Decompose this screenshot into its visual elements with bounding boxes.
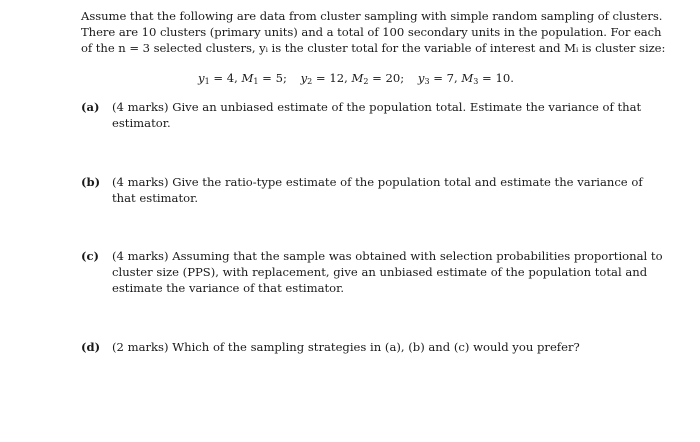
y3-value: 7 — [446, 71, 455, 85]
m2-value: 20 — [385, 71, 401, 85]
question-d-text — [112, 339, 642, 355]
data-equation: $y_1 = 4$, $M_1 = 5$; $y_2 = 12$, $M_2 = 20$; $y_3 = 7$, $M_3 = 10$. — [198, 71, 514, 86]
m3-value: 10 — [495, 71, 511, 85]
intro-line-3: of the n = 3 selected clusters, yᵢ is the cluster total for the variable of interest and Mᵢ is cluster size: — [81, 41, 666, 55]
question-a-tag: (a) — [81, 100, 100, 114]
y2-value: 12 — [329, 71, 345, 85]
question-c-tag: (c) — [81, 249, 100, 263]
intro-line-2: There are 10 clusters (primary units) and a total of 100 secondary units in the population. For each — [81, 25, 662, 39]
question-a-line-1: (4 marks) Give an unbiased estimate of the population total. Estimate the variance of that — [112, 100, 642, 114]
question-d-tag: (d) — [81, 340, 101, 354]
question-c-text — [112, 248, 663, 296]
m1-value: 5 — [275, 71, 283, 85]
question-c-line-3: estimate the variance of that estimator. — [112, 281, 345, 295]
question-a-line-2: estimator. — [112, 116, 171, 130]
question-d-line-1: (2 marks) Which of the sampling strategies in (a), (b) and (c) would you prefer? — [112, 340, 580, 354]
question-b-line-1: (4 marks) Give the ratio-type estimate of the population total and estimate the variance of — [112, 175, 643, 189]
question-a-text — [112, 99, 642, 131]
intro-line-1: Assume that the following are data from cluster sampling with simple random sampling of clusters. — [81, 9, 663, 23]
problem-intro — [81, 8, 666, 56]
question-b-tag: (b) — [81, 175, 101, 189]
question-c-line-2: cluster size (PPS), with replacement, give an unbiased estimate of the population total and — [112, 265, 648, 279]
question-c-line-1: (4 marks) Assuming that the sample was obtained with selection probabilities proportional to — [112, 249, 663, 263]
question-b-line-2: that estimator. — [112, 191, 199, 205]
question-b-text — [112, 174, 642, 206]
y1-value: 4 — [226, 71, 235, 85]
